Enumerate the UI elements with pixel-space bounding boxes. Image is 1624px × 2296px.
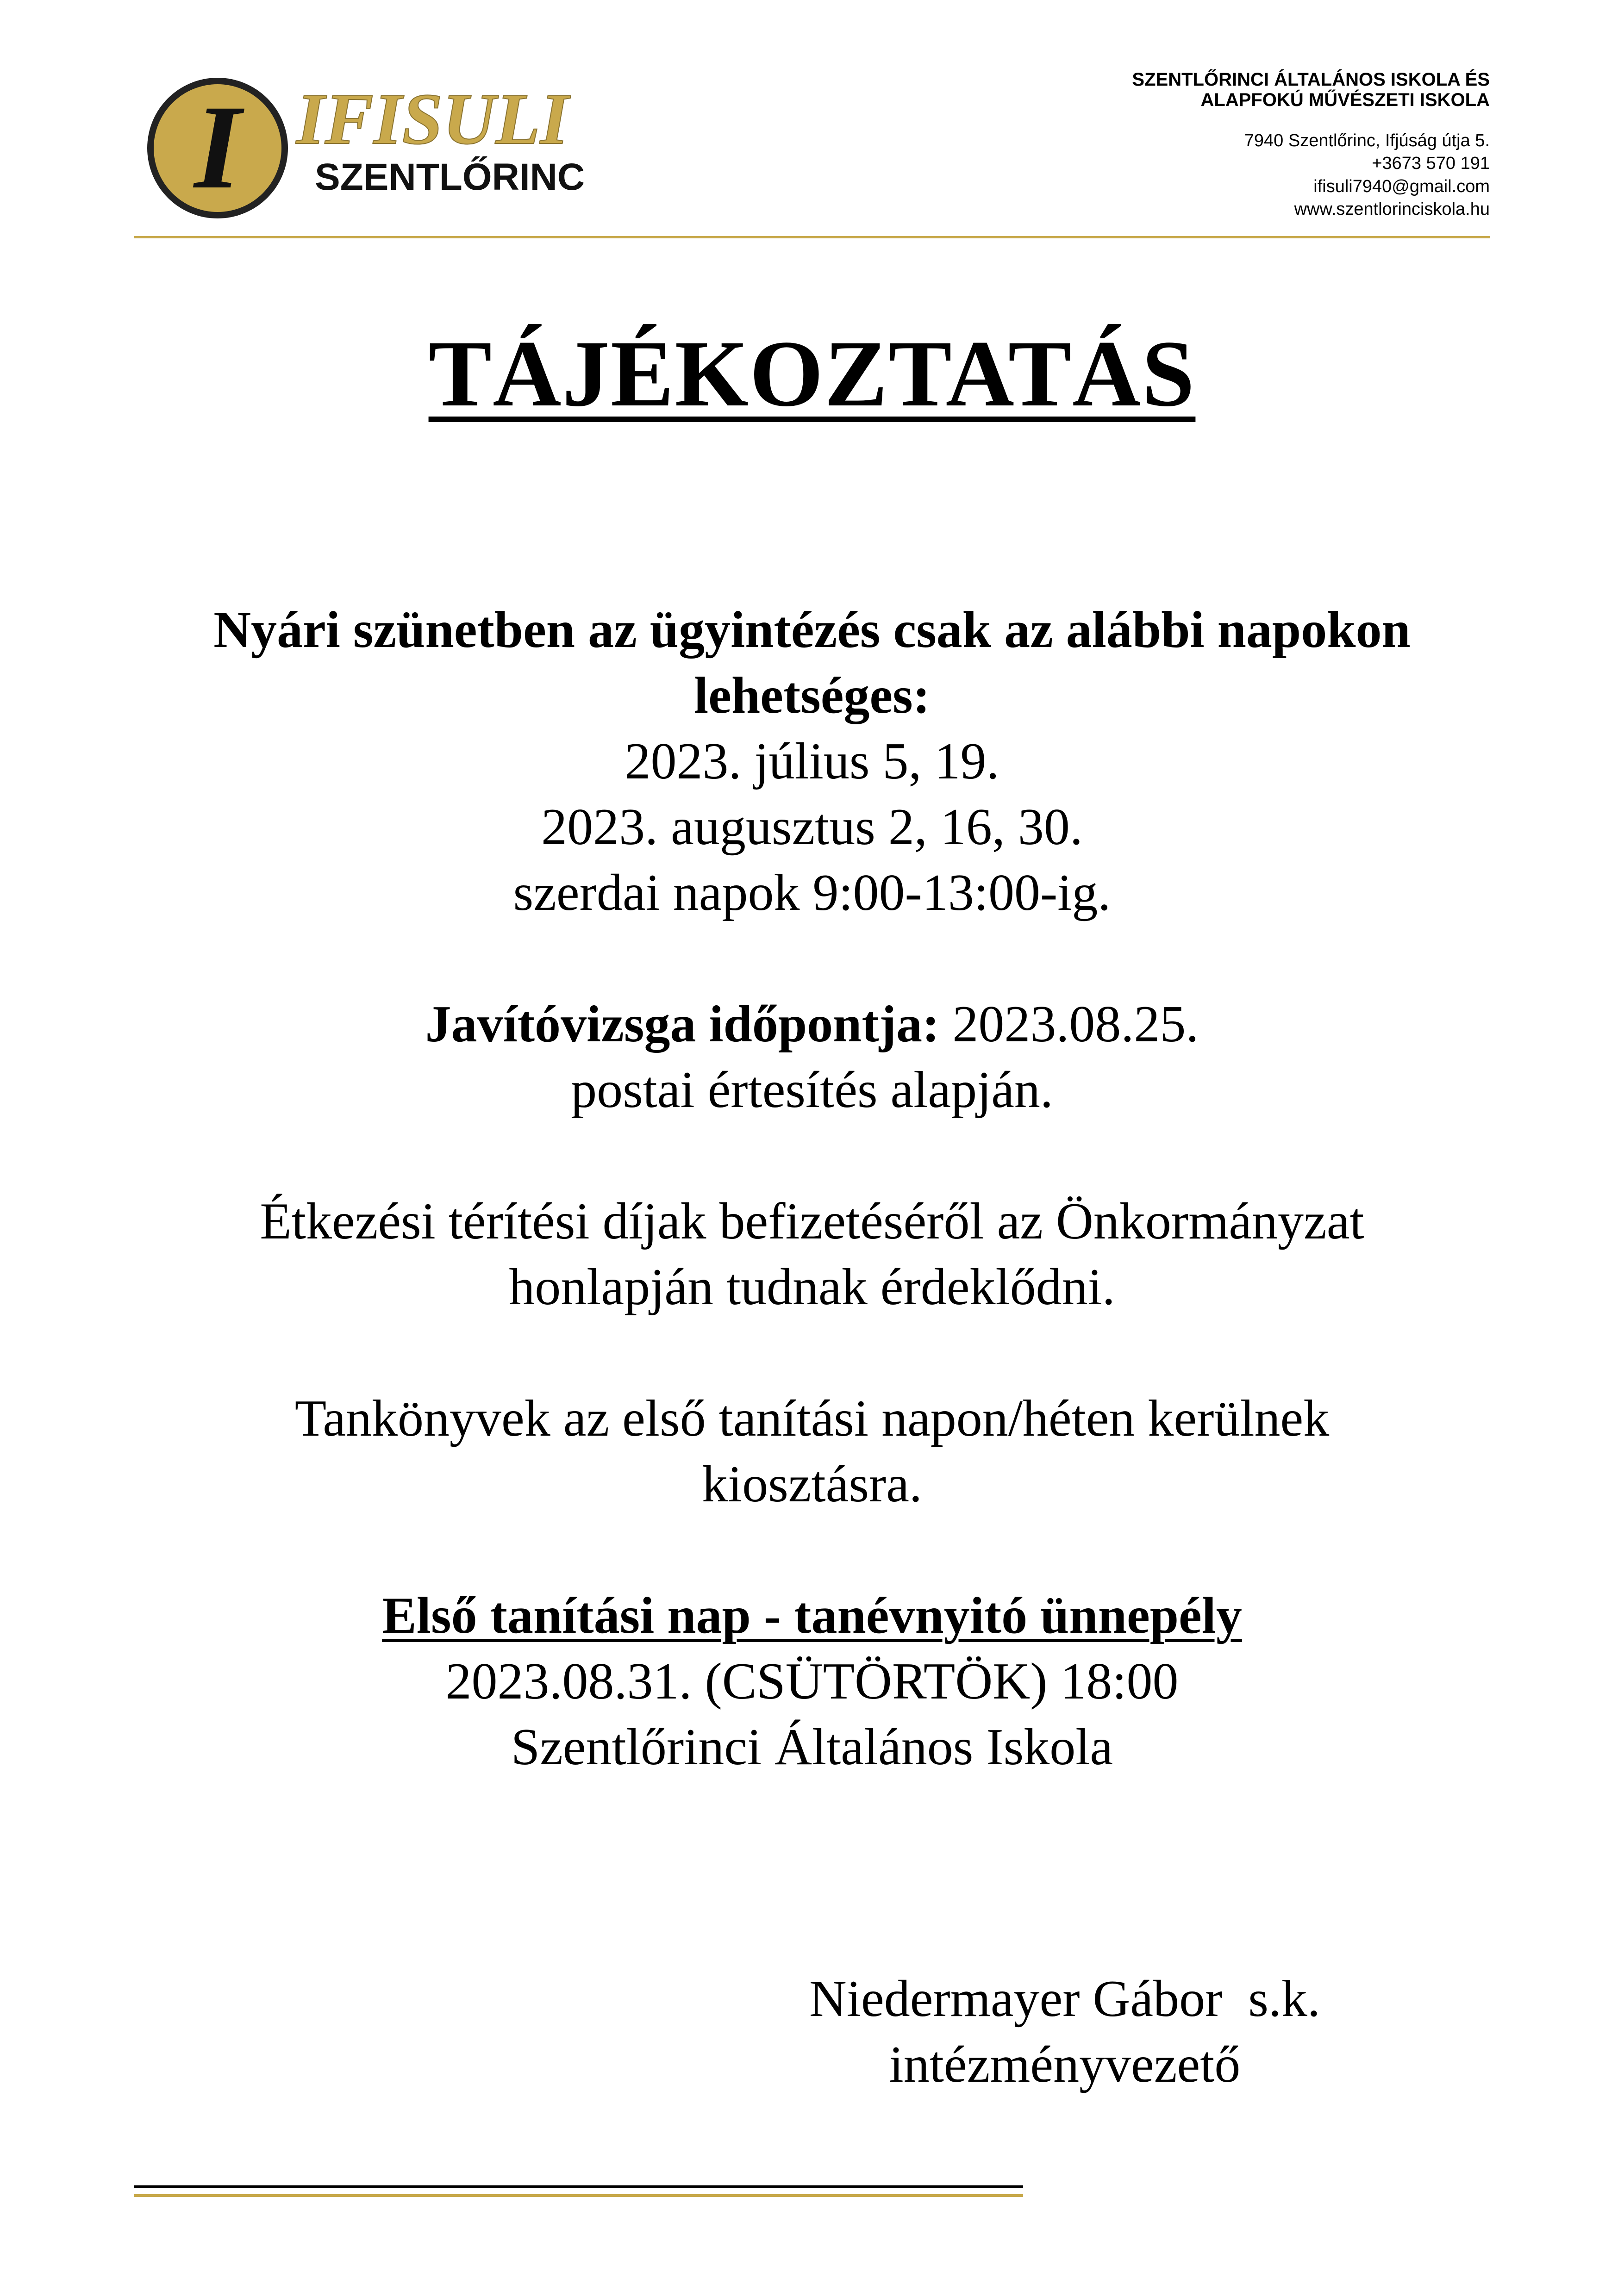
- office-hours-time: szerdai napok 9:00-13:00-ig.: [513, 864, 1111, 921]
- page-title-text: TÁJÉKOZTATÁS: [428, 321, 1196, 426]
- notice-body: [0, 597, 1624, 1780]
- header-divider: [134, 236, 1490, 238]
- footer-divider-dark: [134, 2185, 1023, 2188]
- school-phone: +3673 570 191: [1372, 154, 1490, 174]
- footer-divider-gold: [134, 2194, 1023, 2197]
- signature-name: Niedermayer Gábor s.k.: [809, 1970, 1321, 2028]
- books-line-2: kiosztásra.: [702, 1456, 922, 1513]
- office-hours-july: 2023. július 5, 19.: [625, 733, 999, 790]
- signature-block: [718, 1966, 1412, 2097]
- exam-note: postai értesítés alapján.: [571, 1061, 1053, 1119]
- first-day-heading-text: Első tanítási nap - tanévnyitó ünnepély: [382, 1587, 1242, 1644]
- signature-role: intézményvezető: [889, 2036, 1241, 2093]
- school-logo: [144, 74, 588, 222]
- page-title: [0, 319, 1624, 429]
- logo-place: SZENTLŐRINC: [315, 156, 585, 198]
- school-name-line1: SZENTLŐRINCI ÁLTALÁNOS ISKOLA ÉS: [1132, 69, 1490, 90]
- school-web: www.szentlorinciskola.hu: [1294, 199, 1490, 219]
- books-line-1: Tankönyvek az első tanítási napon/héten kerülnek: [294, 1390, 1330, 1447]
- first-day-datetime: 2023.08.31. (CSÜTÖRTÖK) 18:00: [445, 1653, 1179, 1710]
- meals-line-2: honlapján tudnak érdeklődni.: [509, 1258, 1115, 1316]
- school-address: 7940 Szentlőrinc, Ifjúság útja 5.: [1244, 131, 1490, 150]
- office-hours-august: 2023. augusztus 2, 16, 30.: [541, 798, 1083, 856]
- school-contact: [842, 130, 1490, 221]
- office-hours-heading-1: Nyári szünetben az ügyintézés csak az alábbi napokon: [213, 601, 1411, 659]
- logo-letter: I: [194, 81, 241, 214]
- logo-wordmark: IFISULI: [296, 79, 569, 160]
- exam-date: 2023.08.25.: [952, 996, 1199, 1053]
- exam-line: [0, 991, 1624, 1057]
- exam-label: Javítóvizsga időpontja:: [425, 996, 940, 1053]
- school-email: ifisuli7940@gmail.com: [1313, 176, 1490, 196]
- first-day-venue: Szentlőrinci Általános Iskola: [511, 1718, 1113, 1776]
- office-hours-heading-2: lehetséges:: [693, 667, 930, 724]
- school-name-line2: ALAPFOKÚ MŰVÉSZETI ISKOLA: [1200, 90, 1490, 110]
- meals-line-1: Étkezési térítési díjak befizetéséről az Önkormányzat: [260, 1193, 1364, 1250]
- first-day-heading: [0, 1583, 1624, 1649]
- school-header: [842, 69, 1490, 221]
